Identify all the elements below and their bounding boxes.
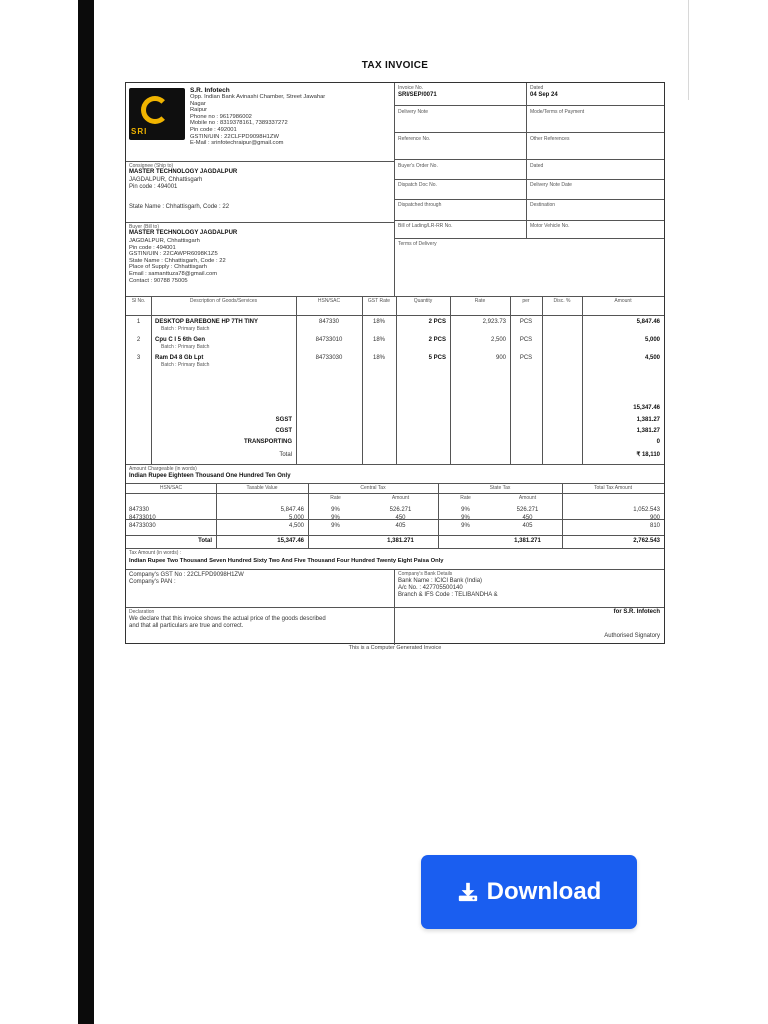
terms-of-delivery-label: Terms of Delivery <box>398 241 437 247</box>
tax-row-central-amount: 526.271 <box>389 507 412 513</box>
consignee-heading: Consignee (Ship to) <box>129 163 174 169</box>
declaration-label: Declaration <box>129 609 155 615</box>
item-sl: 1 <box>136 319 141 325</box>
buyer-heading: Buyer (Bill to) <box>129 224 160 230</box>
invoice-document <box>125 82 665 644</box>
item-gst-rate: 18% <box>372 319 385 325</box>
invoice-no-label: Invoice No. <box>398 85 424 91</box>
tax-col-hsn: HSN/SAC <box>159 485 183 491</box>
col-header-quantity: Quantity <box>413 298 433 304</box>
buyer-gstin: GSTIN/UIN : 22CAWPR6098K1Z5 <box>129 251 218 258</box>
download-label: Download <box>486 878 602 905</box>
seller-gstin: GSTIN/UIN : 22CLFPD9098H1ZW <box>190 133 279 140</box>
delivery-note-date-label: Delivery Note Date <box>530 182 572 188</box>
tax-row-state-rate: 9% <box>461 523 470 529</box>
item-amount: 5,000 <box>644 337 660 343</box>
dispatched-through-label: Dispatched through <box>398 202 442 208</box>
transporting-label: TRANSPORTING <box>244 439 292 445</box>
seller-address-line: Nagar <box>190 100 206 107</box>
buyer-contact: Contact : 90788 75005 <box>129 277 188 284</box>
consignee-line: Pin code : 494001 <box>129 184 178 190</box>
item-per: PCS <box>519 319 533 325</box>
col-header-gst: GST Rate <box>367 298 391 304</box>
item-hsn: 84733030 <box>315 355 343 361</box>
company-pan: Company's PAN : <box>129 579 176 585</box>
tax-row-central-rate: 9% <box>331 523 340 529</box>
sgst-label: SGST <box>275 417 292 423</box>
computer-generated-note: This is a Computer Generated Invoice <box>348 645 442 651</box>
tax-row-taxable: 5,000 <box>288 515 304 521</box>
consignee-name: MASTER TECHNOLOGY JAGDALPUR <box>129 169 238 175</box>
item-description: Cpu C I 5 6th Gen <box>155 337 206 343</box>
item-batch: Batch : Primary Batch <box>161 326 210 332</box>
item-batch: Batch : Primary Batch <box>161 344 210 350</box>
bill-of-lading-label: Bill of Lading/LR-RR No. <box>398 223 453 229</box>
col-header-disc: Disc. % <box>553 298 571 304</box>
seller-address-line: Opp. Indian Bank Avinashi Chamber, Street Jawahar <box>190 94 326 100</box>
item-sl: 2 <box>136 337 141 343</box>
col-header-rate: Rate <box>474 298 486 304</box>
item-sl: 3 <box>136 355 141 361</box>
download-button[interactable] <box>421 855 637 929</box>
right-edge-line <box>688 0 689 100</box>
logo-s-mark <box>141 96 169 124</box>
tax-total-taxable: 15,347.46 <box>277 538 304 544</box>
cgst-label: CGST <box>275 428 292 434</box>
tax-row-total: 900 <box>649 515 660 521</box>
tax-col-taxable: Taxable Value <box>246 485 278 491</box>
item-amount: 4,500 <box>644 355 660 361</box>
consignee-state: State Name : Chhattisgarh, Code : 22 <box>129 204 230 210</box>
payment-terms-label: Mode/Terms of Payment <box>530 109 585 115</box>
col-header-sl: Sl No. <box>131 298 146 304</box>
seller-address <box>190 94 390 147</box>
subtotal-amount: 15,347.46 <box>633 405 660 411</box>
tax-row-central-rate: 9% <box>331 515 340 521</box>
company-gst-no: Company's GST No : 22CLFPD9098H1ZW <box>129 572 244 578</box>
dated-label: Dated <box>530 85 544 91</box>
tax-row-central-rate: 9% <box>331 507 340 513</box>
tax-row-state-amount: 450 <box>522 515 533 521</box>
tax-row-state-amount: 405 <box>522 523 533 529</box>
tax-row-taxable: 5,847.46 <box>280 507 304 513</box>
item-hsn: 847330 <box>318 319 340 325</box>
tax-col-state: State Tax <box>489 485 511 491</box>
item-amount: 5,847.46 <box>636 319 660 325</box>
for-company: for S.R. Infotech <box>613 609 660 615</box>
col-header-description: Description of Goods/Services <box>189 298 258 304</box>
tax-total-amount: 2,762.543 <box>633 538 660 544</box>
tax-sub-rate: Rate <box>460 495 471 501</box>
delivery-note-label: Delivery Note <box>398 109 429 115</box>
item-gst-rate: 18% <box>372 355 385 361</box>
bank-account: A/c No. : 427705500140 <box>398 585 463 591</box>
col-header-amount: Amount <box>614 298 632 304</box>
dispatch-doc-label: Dispatch Doc No. <box>398 182 437 188</box>
buyer-state: State Name : Chhattisgarh, Code : 22 <box>129 257 226 264</box>
item-rate: 2,500 <box>490 337 506 343</box>
buyers-order-label: Buyer's Order No. <box>398 163 438 169</box>
download-icon <box>457 881 479 903</box>
tax-total-state: 1,381.271 <box>514 538 541 544</box>
buyer-details <box>129 238 226 284</box>
tax-row-state-rate: 9% <box>461 507 470 513</box>
tax-row-state-rate: 9% <box>461 515 470 521</box>
col-header-hsn: HSN/SAC <box>317 298 341 304</box>
seller-mobile: Mobile no : 8319378161, 7389337272 <box>190 120 288 127</box>
tax-row-taxable: 4,500 <box>288 523 304 529</box>
tax-row-hsn: 84733030 <box>129 523 156 529</box>
tax-row-total: 810 <box>649 523 660 529</box>
cgst-amount: 1,381.27 <box>636 428 660 434</box>
destination-label: Destination <box>530 202 556 208</box>
invoice-title: TAX INVOICE <box>361 60 429 71</box>
buyer-line: JAGDALPUR, Chhattisgarh <box>129 238 200 244</box>
tax-sub-amount: Amount <box>518 495 537 501</box>
item-description: Ram D4 8 Gb Lpt <box>155 355 204 361</box>
tax-col-total: Total Tax Amount <box>594 485 632 491</box>
tax-row-central-amount: 405 <box>395 523 406 529</box>
total-amount: ₹ 18,110 <box>636 452 660 458</box>
other-references-label: Other References <box>530 136 570 142</box>
item-quantity: 2 PCS <box>428 319 446 325</box>
tax-sub-amount: Amount <box>391 495 410 501</box>
transporting-amount: 0 <box>656 439 660 445</box>
item-gst-rate: 18% <box>372 337 385 343</box>
motor-vehicle-label: Motor Vehicle No. <box>530 223 570 229</box>
seller-name: S.R. Infotech <box>190 87 230 94</box>
item-hsn: 84733010 <box>315 337 343 343</box>
total-label: Total <box>279 452 292 458</box>
amount-in-words: Indian Rupee Eighteen Thousand One Hundred Ten Only <box>129 473 291 479</box>
buyer-name: MASTER TECHNOLOGY JAGDALPUR <box>129 230 238 236</box>
item-batch: Batch : Primary Batch <box>161 362 210 368</box>
item-quantity: 5 PCS <box>428 355 446 361</box>
seller-email: E-Mail : srinfotechraipur@gmail.com <box>190 140 284 147</box>
consignee-line: JAGDALPUR, Chhattisgarh <box>129 177 203 183</box>
dated-value: 04 Sep 24 <box>530 92 558 98</box>
item-per: PCS <box>519 355 533 361</box>
seller-address-line: Raipur <box>190 107 208 114</box>
tax-sub-rate: Rate <box>330 495 341 501</box>
bank-heading: Company's Bank Details <box>398 571 453 577</box>
bank-name: Bank Name : ICICI Bank (India) <box>398 578 483 584</box>
seller-logo <box>129 88 185 140</box>
reference-no-label: Reference No. <box>398 136 431 142</box>
tax-row-hsn: 847330 <box>129 507 150 513</box>
tax-row-hsn: 84733010 <box>129 515 156 521</box>
logo-text: SRI <box>131 127 148 136</box>
item-rate: 900 <box>495 355 506 361</box>
buyer-place-of-supply: Place of Supply : Chhattisgarh <box>129 264 207 271</box>
invoice-no-value: SRI/SEP/0071 <box>398 92 437 98</box>
tax-words-label: Tax Amount (in words) : <box>129 550 182 556</box>
authorised-signatory: Authorised Signatory <box>604 633 660 639</box>
left-edge-bar <box>78 0 94 1024</box>
tax-col-central: Central Tax <box>360 485 386 491</box>
seller-phone: Phone no : 9617986002 <box>190 113 252 120</box>
seller-pin: Pin code : 492001 <box>190 126 237 133</box>
order-dated-label: Dated <box>530 163 544 169</box>
tax-total-label: Total <box>198 538 212 544</box>
tax-row-state-amount: 526.271 <box>516 507 539 513</box>
amount-words-label: Amount Chargeable (in words) <box>129 466 197 472</box>
buyer-email: Email : samanttuza78@gmail.com <box>129 270 218 277</box>
tax-total-central: 1,381.271 <box>387 538 414 544</box>
tax-row-central-amount: 450 <box>395 515 406 521</box>
bank-branch: Branch & IFS Code : TELIBANDHA & <box>398 592 498 598</box>
tax-in-words: Indian Rupee Two Thousand Seven Hundred Sixty Two And Five Thousand Four Hundred Twenty Eight Paisa Only <box>129 558 444 564</box>
col-header-per: per <box>522 298 530 304</box>
tax-row-total: 1,052.543 <box>633 507 660 513</box>
item-description: DESKTOP BAREBONE HP 7TH TINY <box>155 319 259 325</box>
item-quantity: 2 PCS <box>428 337 446 343</box>
sgst-amount: 1,381.27 <box>636 417 660 423</box>
declaration-text: We declare that this invoice shows the actual price of the goods described and that all particulars are true and correct. <box>129 616 326 629</box>
buyer-line: Pin code : 494001 <box>129 244 176 251</box>
item-rate: 2,923.73 <box>482 319 506 325</box>
item-per: PCS <box>519 337 533 343</box>
